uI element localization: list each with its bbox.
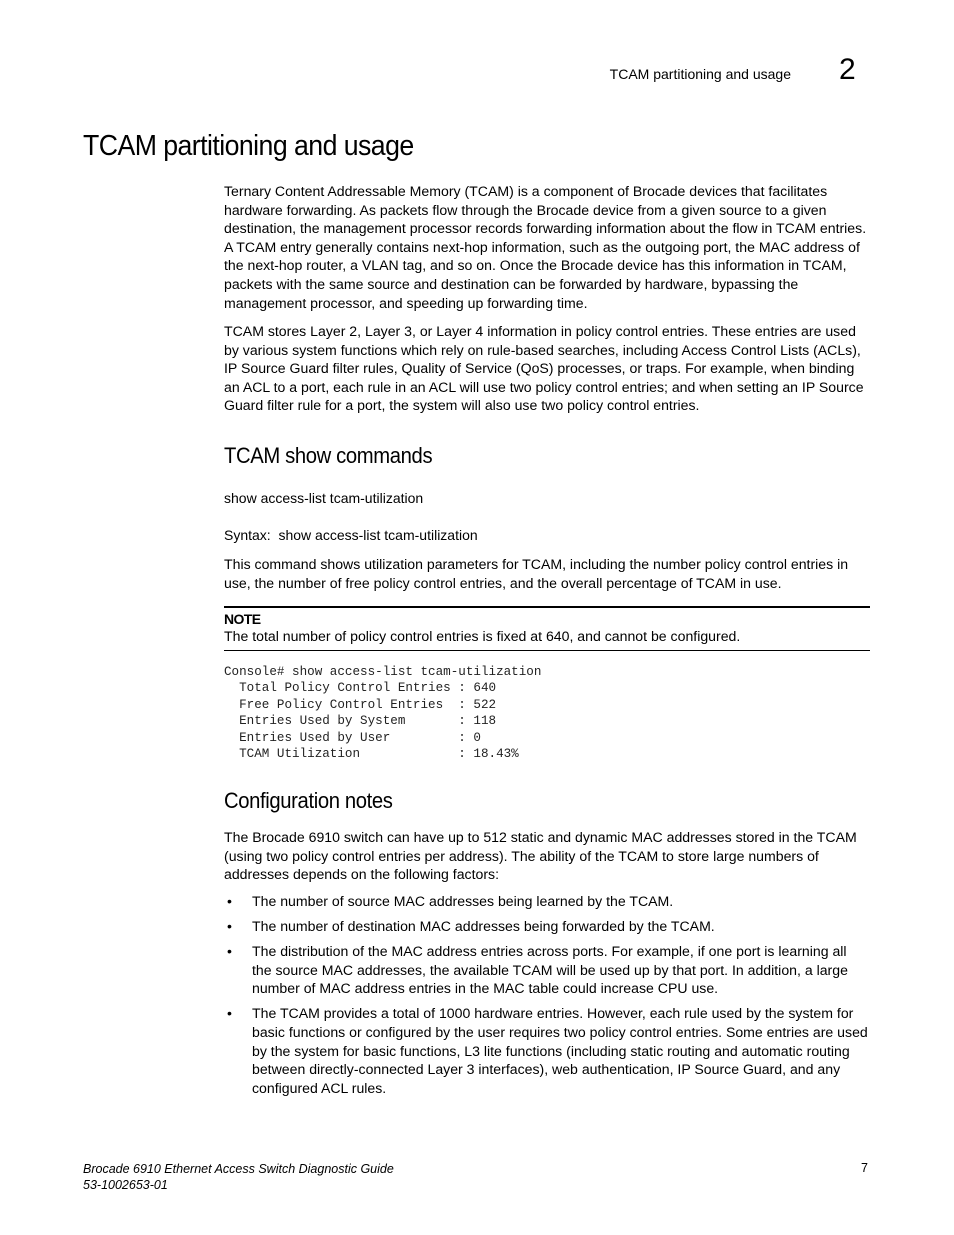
command-name: show access-list tcam-utilization <box>224 490 424 506</box>
syntax-label: Syntax: <box>224 527 271 543</box>
list-item <box>224 892 870 911</box>
page-number: 7 <box>861 1161 868 1175</box>
bullet-icon: • <box>227 1005 232 1022</box>
section-heading-show-commands: TCAM show commands <box>224 443 433 468</box>
list-item <box>224 1004 870 1097</box>
list-item-text: The number of source MAC addresses being learned by the TCAM. <box>252 893 674 909</box>
footer-guide-title: Brocade 6910 Ethernet Access Switch Diagnostic Guide <box>83 1162 394 1176</box>
page-title: TCAM partitioning and usage <box>83 130 414 162</box>
bullet-icon: • <box>227 943 232 960</box>
list-item-text: The TCAM provides a total of 1000 hardware entries. However, each rule used by the system for basic functions or configured by the user requires two policy control entries. Some entries are used by the system for basic functions, L3 lite functions (including static routing and automatic routing between directly-connected Layer 3 interfaces), web authentication, IP Source Guard, and any configured ACL rules. <box>252 1005 868 1096</box>
list-item-text: The distribution of the MAC address entries across ports. For example, if one port is learning all the source MAC addresses, the available TCAM will be used up by that port. In addition, a large number of MAC address entries in the MAC table could increase CPU use. <box>252 943 848 997</box>
list-item-text: The number of destination MAC addresses being forwarded by the TCAM. <box>252 918 715 935</box>
note-bottom-rule <box>224 650 870 651</box>
intro-paragraph-1: Ternary Content Addressable Memory (TCAM) is a component of Brocade devices that facilitates hardware forwarding. As packets flow through the Brocade device from a given source to a given destination, the management processor records forwarding information about the flow in TCAM entries. A TCAM entry generally contains next-hop information, such as the outgoing port, the MAC address of the next-hop router, a VLAN tag, and so on. Once the Brocade device has this information in TCAM, packets with the same source and destination can be forwarded by hardware, bypassing the management processor, and speeding up forwarding time. <box>224 183 867 311</box>
console-output: Console# show access-list tcam-utilization Total Policy Control Entries : 640 Free Policy Control Entries : 522 Entries Used by System : 118 Entries Used by User : 0 TCAM Utilization : 18.43% <box>224 665 542 762</box>
intro-paragraph-2: TCAM stores Layer 2, Layer 3, or Layer 4 information in policy control entries. These entries are used by various system functions which rely on rule-based searches, including Access Control Lists (ACLs), IP Source Guard filter rules, Quality of Service (QoS) processes, or traps. For example, when binding an ACL to a port, each rule in an ACL will use two policy control entries; and when setting an IP Source Guard filter rule for a port, the system will also use two policy control entries. <box>224 323 864 414</box>
bullet-icon: • <box>227 893 232 909</box>
footer <box>83 1161 394 1193</box>
config-notes-intro: The Brocade 6910 switch can have up to 512 static and dynamic MAC addresses stored in the TCAM (using two policy control entries per address). The ability of the TCAM to store large numbers of addresses depends on the following factors: <box>224 829 857 883</box>
chapter-number: 2 <box>839 53 856 86</box>
list-item <box>224 917 870 936</box>
bullet-icon: • <box>227 918 232 935</box>
syntax-line <box>224 527 478 543</box>
note-top-rule <box>224 606 870 608</box>
command-description: This command shows utilization parameters for TCAM, including the number policy control entries in use, the number of free policy control entries, and the overall percentage of TCAM in use. <box>224 556 849 591</box>
note-text: The total number of policy control entries is fixed at 640, and cannot be configured. <box>224 628 741 644</box>
section-heading-configuration-notes: Configuration notes <box>224 788 393 813</box>
list-item <box>224 942 870 998</box>
syntax-command: show access-list tcam-utilization <box>278 527 478 543</box>
footer-doc-number: 53-1002653-01 <box>83 1178 168 1192</box>
running-header-title: TCAM partitioning and usage <box>609 66 791 82</box>
note-label: NOTE <box>224 611 261 627</box>
config-notes-list <box>224 892 870 1104</box>
